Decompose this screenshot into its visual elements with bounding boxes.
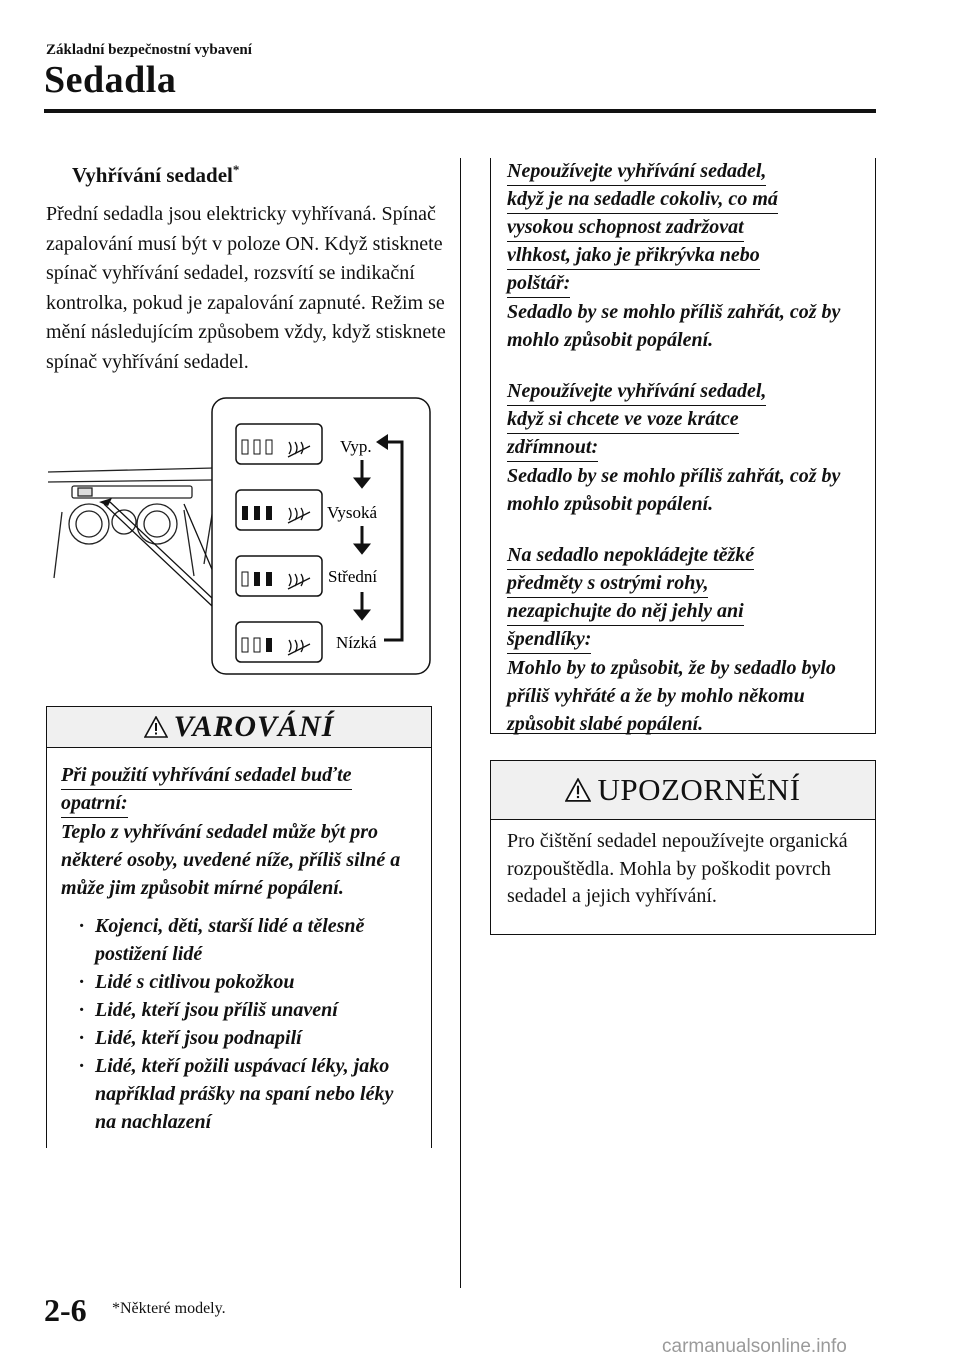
seat-heater-diagram (44, 394, 434, 679)
caution-triangle-icon (565, 778, 591, 802)
warning-title: VAROVÁNÍ (173, 710, 335, 743)
title-rule (44, 109, 876, 113)
mode-label-medium: Střední (328, 567, 378, 586)
column-divider (460, 158, 461, 1288)
list-item: · Lidé, kteří jsou příliš unavení (79, 996, 403, 1024)
switch-off (236, 424, 322, 464)
warning-paragraph-nap: Nepoužívejte vyhřívání sedadel, když si chcete ve voze krátce zdřímnout: Sedadlo by se mohlo příliš zahřát, což by mohlo způsobit popálení. (507, 380, 841, 515)
section-label: Základní bezpečnostní vybavení (46, 42, 252, 58)
mode-label-high: Vysoká (327, 503, 378, 522)
caution-title: UPOZORNĚNÍ (597, 772, 801, 807)
switch-low (236, 622, 322, 662)
list-item: · Lidé s citlivou pokožkou (79, 968, 403, 996)
intro-paragraph: Přední sedadla jsou elektricky vyhřívaná. Spínač zapalování musí být v poloze ON. Když stisknete spínač vyhřívání sedadel, rozsvítí se indikační kontrolka, pokud je zapalování zapnuté. Režim se mění následujícím způsobem vždy, když stisknete spínač vyhřívání sedadel. (46, 203, 446, 373)
switch-medium (236, 556, 322, 596)
warning-paragraph-blanket: Nepoužívejte vyhřívání sedadel, když je na sedadle cokoliv, co má vysokou schopnost zadržovat vlhkost, jako je přikrývka nebo polštář: Sedadlo by se mohlo příliš zahřát, což by mohlo způsobit popálení. (507, 160, 841, 351)
warning-continuation-box (490, 158, 876, 734)
page-title: Sedadla (44, 59, 177, 101)
warning-text: Teplo z vyhřívání sedadel může být pro některé osoby, uvedené níže, příliš silné a může jim způsobit mírné popálení. (61, 821, 401, 899)
list-item: · Lidé, kteří požili uspávací léky, jako například prášky na spaní nebo léky na nachlazení (79, 1052, 403, 1136)
mode-label-off: Vyp. (340, 437, 372, 456)
caution-text: Pro čištění sedadel nepoužívejte organická rozpouštědla. Mohla by poškodit povrch sedadel a jejich vyhřívání. (507, 830, 848, 907)
optional-feature-mark: * (232, 162, 240, 177)
subsection-heading: Vyhřívání sedadel* (72, 162, 240, 187)
warning-lead-line: opatrní: (61, 790, 128, 818)
list-item: · Lidé, kteří jsou podnapilí (79, 1024, 403, 1052)
warning-header (47, 706, 431, 748)
watermark: carmanualsonline.info (662, 1336, 847, 1357)
caution-header (491, 760, 875, 820)
warning-list (61, 912, 403, 1136)
warning-triangle-icon (144, 716, 168, 738)
caution-box (490, 760, 876, 935)
warning-paragraph-objects: Na sedadlo nepokládejte těžké předměty s ostrými rohy, nezapichujte do něj jehly ani špendlíky: Mohlo by to způsobit, že by sedadlo bylo příliš vyhřáté a že by mohlo někomu způsobit slabé popálení. (507, 544, 836, 735)
list-item: · Kojenci, děti, starší lidé a tělesně postižení lidé (79, 912, 403, 968)
warning-box (46, 706, 432, 1148)
footnote: *Některé modely. (112, 1300, 226, 1317)
switch-high (236, 490, 322, 530)
page-number: 2-6 (44, 1292, 87, 1328)
mode-label-low: Nízká (336, 633, 377, 652)
warning-lead-line: Při použití vyhřívání sedadel buďte (61, 762, 352, 790)
